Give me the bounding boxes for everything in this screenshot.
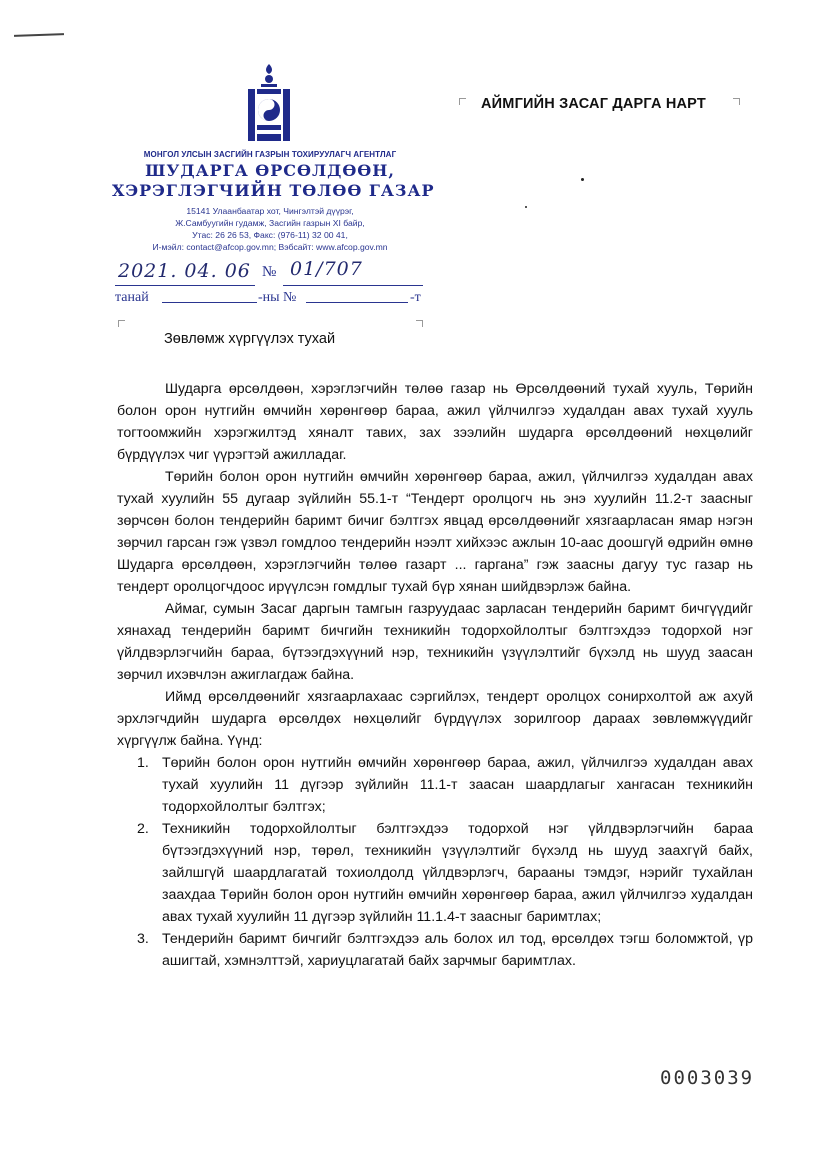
scan-dot [525, 206, 527, 208]
number-sign: № [262, 264, 277, 280]
corner-mark [118, 320, 125, 327]
reference-suffix: -т [410, 290, 421, 305]
government-agency-line: МОНГОЛ УЛСЫН ЗАСГИЙН ГАЗРЫН ТОХИРУУЛАГЧ АГЕНТЛАГ [143, 150, 397, 159]
body-paragraph: Шударга өрсөлдөөн, хэрэглэгчийн төлөө газар нь Өрсөлдөөний тухай хууль, Төрийн болон орон нутгийн өмчийн хөрөнгөөр бараа, ажил үйлчилгээ худалдан авах тухай хууль тогтоомжийн хэрэгжилтэд хяналт тавих, зах зээлийн шударга өрсөлдөөний нөхцөлийг бүрдүүлэх чиг үүрэгтэй ажилладаг. [117, 381, 753, 463]
corner-mark [459, 98, 466, 105]
list-item-number: 1. [137, 755, 149, 771]
phone-fax-line: Утас: 26 26 53, Факс: (976-11) 32 00 41, [192, 230, 348, 240]
list-item-text: Тендерийн баримт бичгийг бэлтгэхдээ аль болох ил тод, өрсөлдөх тэгш боломжтой, үр ашигтай, хэмнэлттэй, хариуцлагатай байх зарчмыг баримтлах. [162, 931, 753, 969]
body-paragraph: Төрийн болон орон нутгийн өмчийн хөрөнгөөр бараа, ажил, үйлчилгээ худалдан авах тухай хуулийн 55 дугаар зүйлийн 55.1-т “Тендерт оролцогч нь энэ хуулийн 11.2-т заасныг зөрчсөн болон тендерийн баримт бичиг бэлтгэх явцад өрсөлдөөнийг хязгаарласан ямар нэгэн зөрчил гарсан гэж үзвэл гомдлоо тендерийн нээлт хийхээс ажлын 10-аас доошгүй өдрийн өмнө Шударга өрсөлдөөн, хэрэглэгчийн төлөө газарт ... гаргана” гэж заасны дагуу тус газар нь тендерт оролцогчдоос ирүүлсэн гомдлыг тухай бүр хянан шийдвэрлэж байна. [117, 469, 753, 595]
corner-mark [416, 320, 423, 327]
reference-number-blank [306, 302, 408, 303]
corner-mark [733, 98, 740, 105]
letter-subject: Зөвлөмж хүргүүлэх тухай [164, 331, 336, 347]
letter-number: 01/707 [290, 258, 363, 280]
list-item-text: Техникийн тодорхойлолтыг бэлтгэхдээ тодорхой нэг үйлдвэрлэгчийн бараа бүтээгдэхүүний нэр, төрөл, техникийн үзүүлэлтийг бүхэлд нь шууд заахгүй байх, зайлшгүй шаардлагатай тохиолдолд үйлдвэрлэгч, барааны тэмдэг, нэрийг тухайлан заахдаа Төрийн болон орон нутгийн өмчийн хөрөнгөөр бараа, ажил үйлчилгээ худалдан авах тухай хуулийн 11 дүгээр зүйлийн 11.1.4-т заасныг баримтлах; [162, 821, 753, 925]
date-underline [115, 285, 255, 286]
list-item-number: 2. [137, 821, 149, 837]
address-line: 15141 Улаанбаатар хот, Чингэлтэй дүүрэг, [186, 206, 354, 216]
number-underline [283, 285, 423, 286]
organization-name-line-1: ШУДАРГА ӨРСӨЛДӨӨН, [145, 161, 395, 180]
body-paragraph: Аймаг, сумын Засаг даргын тамгын газруудаас зарласан тендерийн баримт бичгүүдийг хянахад тендерийн баримт бичгийн техникийн тодорхойлолтыг бэлтгэхдээ тодорхой нэг үйлдвэрлэгчийн бараа, бүтээгдэхүүний нэр, техникийн үзүүлэлтийг бүхэлд нь шууд заасан зөрчил ихэвчлэн ажиглагдаж байна. [117, 601, 753, 683]
list-item [117, 818, 753, 928]
recommendation-list [117, 752, 753, 972]
list-item-number: 3. [137, 931, 149, 947]
organization-name-line-2: ХЭРЭГЛЭГЧИЙН ТӨЛӨӨ ГАЗАР [112, 181, 435, 200]
reference-date-blank [162, 302, 257, 303]
reference-number-label: -ны № [258, 290, 297, 305]
letter-date: 2021. 04. 06 [118, 260, 251, 282]
scan-dot [581, 178, 584, 181]
letter-body [117, 378, 753, 972]
scan-mark [14, 33, 64, 37]
list-item-text: Төрийн болон орон нутгийн өмчийн хөрөнгөөр бараа, ажил, үйлчилгээ худалдан авах тухай хуулийн 11 дүгээр зүйлийн 11.1-т заасан шаардлагыг хангасан техникийн тодорхойлолтыг бэлтгэх; [162, 755, 753, 815]
serial-number: 0003039 [660, 1067, 755, 1089]
soyombo-emblem-icon [246, 62, 292, 142]
body-paragraph: Иймд өрсөлдөөнийг хязгаарлахаас сэргийлэх, тендерт оролцох сонирхолтой аж ахуй эрхлэгчдийн шударга өрсөлдөх нөхцөлийг бүрдүүлэх зорилгоор дараах зөвлөмжүүдийг хүргүүлж байна. Үүнд: [117, 689, 753, 749]
address-line: Ж.Самбуугийн гудамж, Засгийн газрын XI байр, [175, 218, 365, 228]
letterhead [112, 150, 435, 253]
email-website-line: И-мэйл: contact@afcop.gov.mn; Вэбсайт: www.afcop.gov.mn [152, 242, 388, 252]
reference-prefix: танай [115, 290, 149, 305]
list-item [117, 752, 753, 818]
reference-line [115, 290, 149, 306]
addressee: АЙМГИЙН ЗАСАГ ДАРГА НАРТ [481, 96, 706, 112]
list-item [117, 928, 753, 972]
organization-address [112, 205, 428, 253]
